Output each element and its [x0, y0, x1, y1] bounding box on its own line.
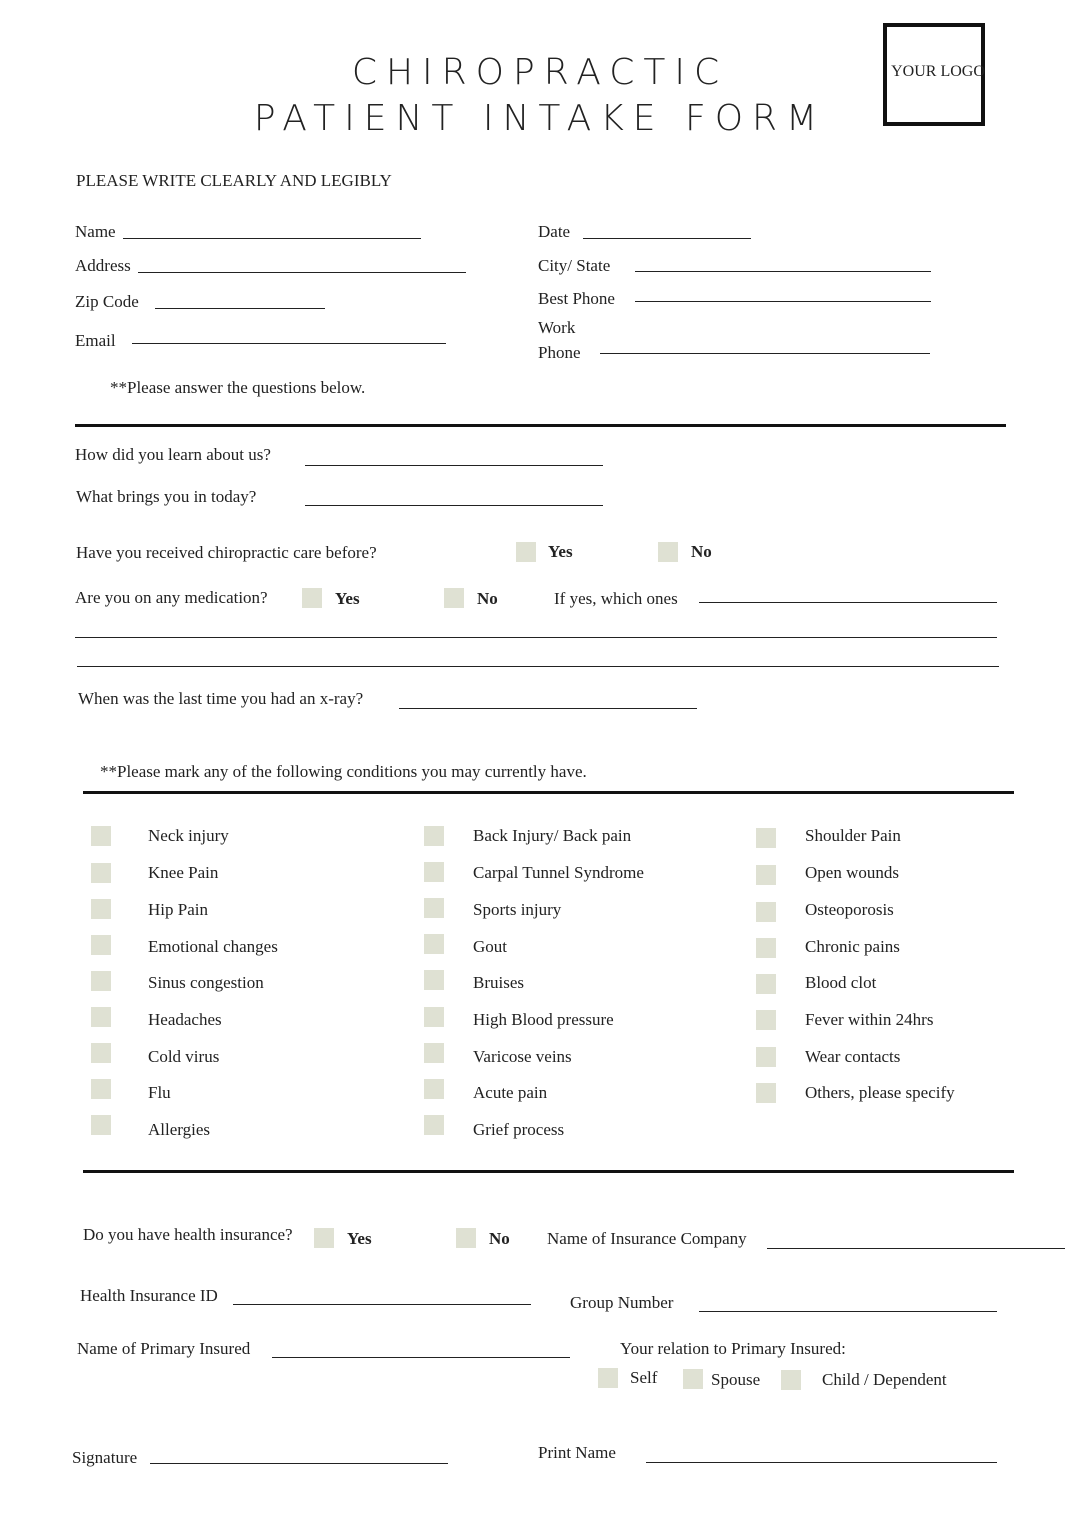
xray-field[interactable]	[399, 708, 697, 709]
work-phone-label: Phone	[538, 343, 581, 362]
medication-no-label: No	[477, 589, 498, 608]
learn-question: How did you learn about us?	[75, 445, 271, 464]
signature-label: Signature	[72, 1448, 138, 1467]
condition-checkbox[interactable]	[756, 974, 776, 994]
condition-label: Sports injury	[473, 900, 562, 919]
condition-checkbox[interactable]	[91, 1079, 111, 1099]
which-label: If yes, which ones	[554, 589, 678, 608]
condition-checkbox[interactable]	[424, 898, 444, 918]
email-label: Email	[75, 331, 116, 350]
xray-question: When was the last time you had an x-ray?	[78, 689, 364, 708]
relation-child-label: Child / Dependent	[822, 1370, 947, 1389]
insurance-id-label: Health Insurance ID	[80, 1286, 218, 1305]
medication-yes-label: Yes	[335, 589, 360, 608]
condition-label: Others, please specify	[805, 1083, 955, 1102]
medication-no-checkbox[interactable]	[444, 588, 464, 608]
form-title-line1: CHIROPRACTIC	[351, 52, 729, 93]
condition-label: Knee Pain	[148, 863, 219, 882]
prior-care-question: Have you received chiropractic care before?	[76, 543, 377, 562]
relation-label: Your relation to Primary Insured:	[620, 1339, 846, 1358]
divider	[83, 1170, 1014, 1173]
condition-checkbox[interactable]	[91, 899, 111, 919]
condition-checkbox[interactable]	[756, 828, 776, 848]
prior-care-yes-checkbox[interactable]	[516, 542, 536, 562]
condition-checkbox[interactable]	[424, 862, 444, 882]
insurance-id-field[interactable]	[233, 1304, 531, 1305]
condition-label: Gout	[473, 937, 507, 956]
insurance-no-label: No	[489, 1229, 510, 1248]
condition-checkbox[interactable]	[424, 970, 444, 990]
date-label: Date	[538, 222, 571, 241]
city-state-field[interactable]	[635, 271, 931, 272]
signature-field[interactable]	[150, 1463, 448, 1464]
condition-label: Fever within 24hrs	[805, 1010, 934, 1029]
condition-checkbox[interactable]	[424, 826, 444, 846]
condition-checkbox[interactable]	[424, 1007, 444, 1027]
relation-spouse-label: Spouse	[711, 1370, 761, 1389]
medication-question: Are you on any medication?	[75, 588, 268, 607]
divider	[83, 791, 1014, 794]
condition-checkbox[interactable]	[756, 938, 776, 958]
condition-label: Open wounds	[805, 863, 899, 882]
condition-checkbox[interactable]	[91, 1007, 111, 1027]
name-field[interactable]	[123, 238, 421, 239]
city-state-label: City/ State	[538, 256, 611, 275]
condition-checkbox[interactable]	[756, 1047, 776, 1067]
email-field[interactable]	[132, 343, 446, 344]
condition-checkbox[interactable]	[424, 934, 444, 954]
condition-label: Sinus congestion	[148, 973, 264, 992]
condition-label: Acute pain	[473, 1083, 548, 1102]
relation-self-checkbox[interactable]	[598, 1368, 618, 1388]
best-phone-field[interactable]	[635, 301, 931, 302]
condition-checkbox[interactable]	[91, 826, 111, 846]
condition-label: Allergies	[148, 1120, 211, 1139]
insurance-yes-label: Yes	[347, 1229, 372, 1248]
condition-checkbox[interactable]	[91, 971, 111, 991]
print-name-label: Print Name	[538, 1443, 616, 1462]
brings-question: What brings you in today?	[76, 487, 257, 506]
questions-note: **Please answer the questions below.	[110, 378, 366, 397]
condition-label: Chronic pains	[805, 937, 900, 956]
zip-field[interactable]	[155, 308, 325, 309]
condition-label: Neck injury	[148, 826, 229, 845]
insurance-yes-checkbox[interactable]	[314, 1228, 334, 1248]
condition-checkbox[interactable]	[424, 1115, 444, 1135]
condition-label: Flu	[148, 1083, 171, 1102]
condition-label: Varicose veins	[473, 1047, 572, 1066]
medication-yes-checkbox[interactable]	[302, 588, 322, 608]
logo-box	[883, 23, 985, 126]
insurance-company-label: Name of Insurance Company	[547, 1229, 747, 1248]
condition-checkbox[interactable]	[756, 1083, 776, 1103]
group-number-label: Group Number	[570, 1293, 674, 1312]
medication-line-3[interactable]	[77, 666, 999, 667]
work-label: Work	[538, 318, 576, 337]
zip-label: Zip Code	[75, 292, 139, 311]
condition-label: Shoulder Pain	[805, 826, 901, 845]
condition-checkbox[interactable]	[91, 935, 111, 955]
insurance-company-field[interactable]	[767, 1248, 1065, 1249]
address-label: Address	[75, 256, 131, 275]
conditions-note: **Please mark any of the following conditions you may currently have.	[100, 762, 587, 781]
condition-checkbox[interactable]	[756, 902, 776, 922]
which-field[interactable]	[699, 602, 997, 603]
divider	[75, 424, 1006, 427]
prior-care-no-label: No	[691, 542, 712, 561]
address-field[interactable]	[138, 272, 466, 273]
condition-label: Cold virus	[148, 1047, 220, 1066]
condition-label: Emotional changes	[148, 937, 278, 956]
best-phone-label: Best Phone	[538, 289, 615, 308]
condition-label: Wear contacts	[805, 1047, 901, 1066]
condition-label: Bruises	[473, 973, 524, 992]
condition-checkbox[interactable]	[91, 1115, 111, 1135]
primary-insured-label: Name of Primary Insured	[77, 1339, 251, 1358]
primary-insured-field[interactable]	[272, 1357, 570, 1358]
relation-self-label: Self	[630, 1368, 658, 1387]
condition-checkbox[interactable]	[424, 1043, 444, 1063]
condition-label: Hip Pain	[148, 900, 208, 919]
relation-child-checkbox[interactable]	[781, 1370, 801, 1390]
relation-spouse-checkbox[interactable]	[683, 1369, 703, 1389]
condition-label: Blood clot	[805, 973, 877, 992]
instruction: PLEASE WRITE CLEARLY AND LEGIBLY	[76, 171, 392, 190]
form-title-line2: PATIENT INTAKE FORM	[253, 98, 827, 139]
condition-label: Carpal Tunnel Syndrome	[473, 863, 644, 882]
prior-care-no-checkbox[interactable]	[658, 542, 678, 562]
condition-checkbox[interactable]	[756, 1010, 776, 1030]
insurance-question: Do you have health insurance?	[83, 1225, 293, 1244]
condition-label: Grief process	[473, 1120, 565, 1139]
work-phone-field[interactable]	[600, 353, 930, 354]
condition-label: High Blood pressure	[473, 1010, 614, 1029]
name-label: Name	[75, 222, 116, 241]
condition-label: Headaches	[148, 1010, 222, 1029]
logo-text: YOUR LOGO	[891, 63, 985, 80]
condition-label: Osteoporosis	[805, 900, 894, 919]
prior-care-yes-label: Yes	[548, 542, 573, 561]
learn-field[interactable]	[305, 465, 603, 466]
condition-checkbox[interactable]	[424, 1079, 444, 1099]
condition-checkbox[interactable]	[91, 863, 111, 883]
condition-label: Back Injury/ Back pain	[473, 826, 632, 845]
medication-line-2[interactable]	[75, 637, 997, 638]
group-number-field[interactable]	[699, 1311, 997, 1312]
date-field[interactable]	[583, 238, 751, 239]
condition-checkbox[interactable]	[756, 865, 776, 885]
insurance-no-checkbox[interactable]	[456, 1228, 476, 1248]
print-name-field[interactable]	[646, 1462, 997, 1463]
brings-field[interactable]	[305, 505, 603, 506]
condition-checkbox[interactable]	[91, 1043, 111, 1063]
